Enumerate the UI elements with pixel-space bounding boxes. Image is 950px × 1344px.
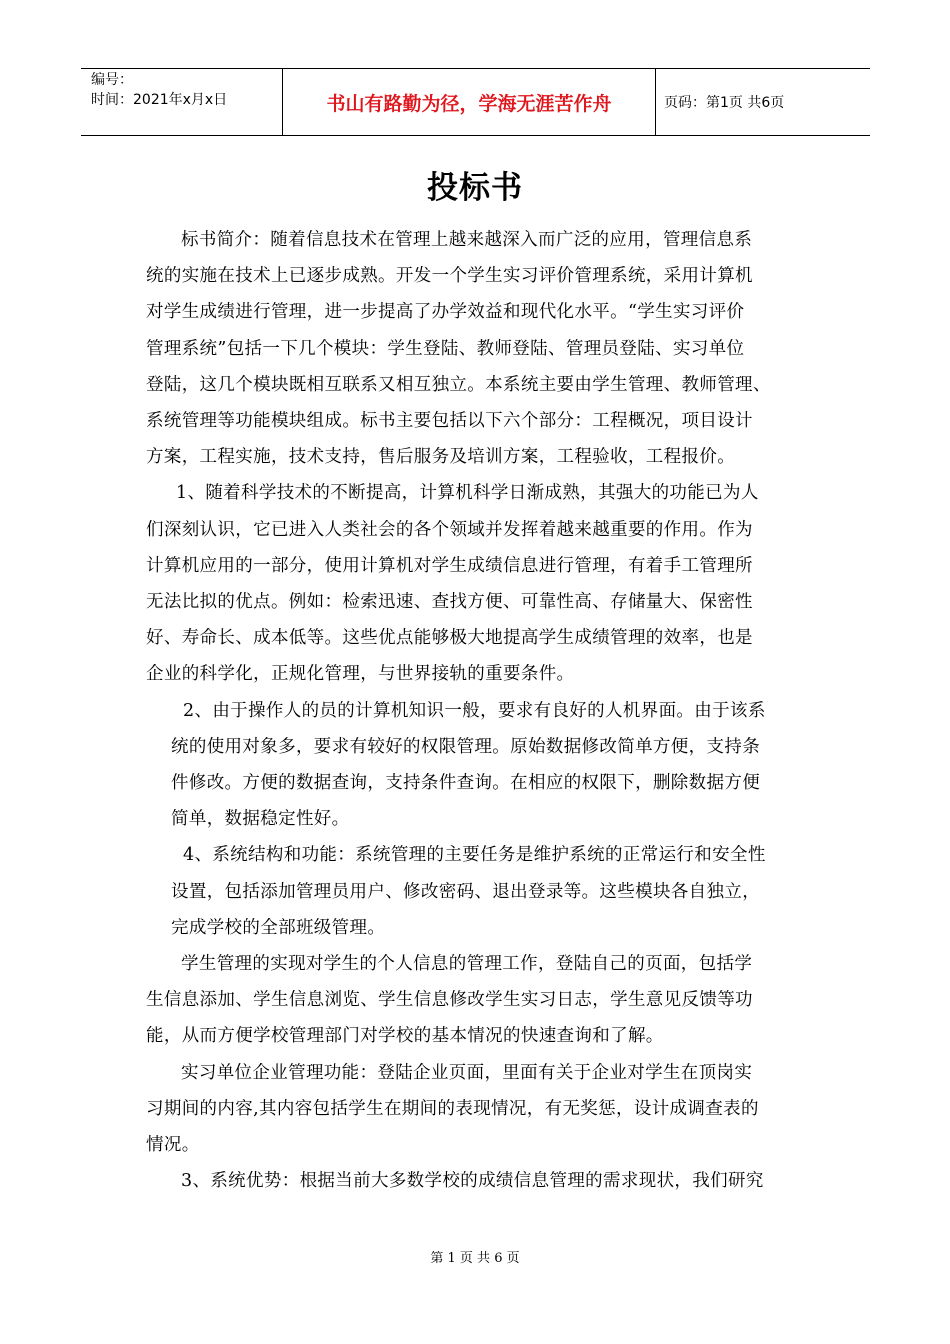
text-line: 完成学校的全部班级管理。 [171,917,386,938]
document-number-label: 编号： [91,72,133,88]
text-line: 能，从而方便学校管理部门对学校的基本情况的快速查询和了解。 [146,1026,664,1047]
document-time-label: 时间：2021年x月x日 [91,92,228,108]
text-line: 4、系统结构和功能：系统管理的主要任务是维护系统的正常运行和安全性 [183,845,766,866]
text-line: 情况。 [146,1135,200,1156]
document-title: 投标书 [427,170,523,206]
text-line: 统的实施在技术上已逐步成熟。开发一个学生实习评价管理系统，采用计算机 [146,266,753,287]
paragraph-1 [0,475,950,692]
text-line: 系统管理等功能模块组成。标书主要包括以下六个部分：工程概况，项目设计 [146,411,753,432]
header-page-info: 页码：第1页 共6页 [664,95,785,111]
header-meta [81,69,283,135]
text-line: 设置，包括添加管理员用户、修改密码、退出登录等。这些模块各自独立， [171,881,761,902]
text-line: 管理系统”包括一下几个模块：学生登陆、教师登陆、管理员登陆、实习单位 [146,338,745,359]
text-line: 实习单位企业管理功能：登陆企业页面，里面有关于企业对学生在顶岗实 [181,1062,753,1083]
text-line: 2、由于操作人的员的计算机知识一般，要求有良好的人机界面。由于该系 [183,700,766,721]
paragraph-3 [0,1163,950,1199]
text-line: 企业的科学化，正规化管理，与世界接轨的重要条件。 [146,664,575,685]
text-line: 统的使用对象多，要求有较好的权限管理。原始数据修改简单方便，支持条 [171,736,761,757]
paragraph-4 [0,837,950,946]
text-line: 件修改。方便的数据查询，支持条件查询。在相应的权限下，删除数据方便 [171,773,761,794]
text-line: 计算机应用的一部分，使用计算机对学生成绩信息进行管理，有着手工管理所 [146,555,753,576]
header-motto: 书山有路勤为径，学海无涯苦作舟 [283,69,656,135]
paragraph-2 [0,693,950,838]
text-line: 3、系统优势：根据当前大多数学校的成绩信息管理的需求现状，我们研究 [181,1171,764,1192]
text-line: 登陆，这几个模块既相互联系又相互独立。本系统主要由学生管理、教师管理、 [146,374,771,395]
paragraph-enterprise-management [0,1055,950,1164]
text-line: 对学生成绩进行管理，进一步提高了办学效益和现代化水平。“学生实习评价 [146,302,745,323]
text-line: 标书简介：随着信息技术在管理上越来越深入而广泛的应用，管理信息系 [181,230,753,250]
text-line: 1、随着科学技术的不断提高，计算机科学日渐成熟，其强大的功能已为人 [176,483,759,504]
text-line: 生信息添加、学生信息浏览、学生信息修改学生实习日志，学生意见反馈等功 [146,990,753,1011]
page-footer: 第 1 页 共 6 页 [430,1251,520,1266]
text-line: 学生管理的实现对学生的个人信息的管理工作，登陆自己的页面，包括学 [181,954,753,975]
paragraph-student-management [0,946,950,1055]
text-line: 们深刻认识，它已进入人类社会的各个领域并发挥着越来越重要的作用。作为 [146,519,753,540]
paragraph-intro [0,222,950,475]
document-body [0,222,950,1199]
text-line: 简单，数据稳定性好。 [171,809,350,830]
text-line: 方案，工程实施，技术支持，售后服务及培训方案，工程验收，工程报价。 [146,447,736,468]
text-line: 无法比拟的优点。例如：检索迅速、查找方便、可靠性高、存储量大、保密性 [146,592,753,613]
text-line: 习期间的内容,其内容包括学生在期间的表现情况，有无奖惩，设计成调查表的 [146,1098,759,1119]
page-header [81,68,870,136]
text-line: 好、寿命长、成本低等。这些优点能够极大地提高学生成绩管理的效率，也是 [146,628,753,649]
